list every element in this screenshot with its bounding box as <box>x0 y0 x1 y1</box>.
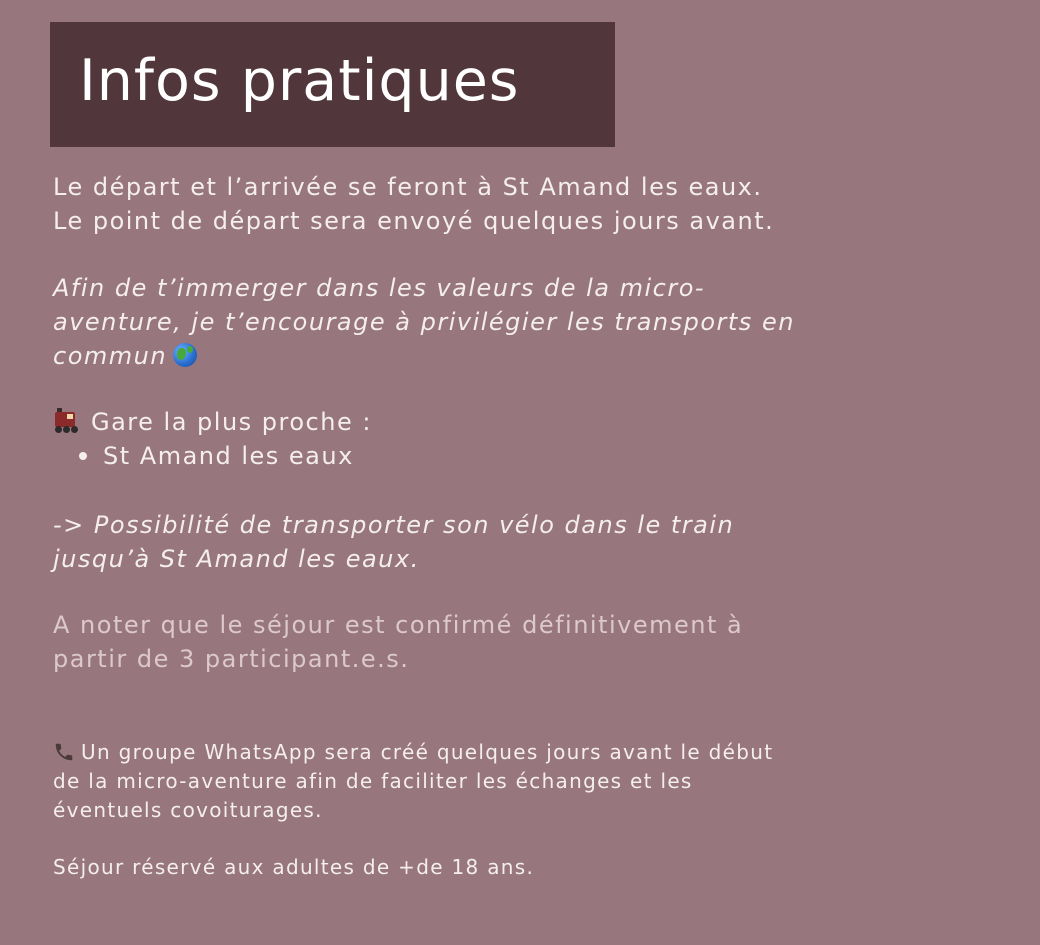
eco-line-1: Afin de t’immerger dans les valeurs de la micro- <box>53 274 706 302</box>
eco-line-3: commun <box>53 342 168 370</box>
phone-icon <box>53 741 75 763</box>
station-heading: Gare la plus proche : <box>91 408 372 436</box>
bike-paragraph <box>53 508 734 576</box>
note-line-1: A noter que le séjour est confirmé définitivement à <box>53 611 744 639</box>
intro-paragraph <box>53 170 774 238</box>
station-heading-row <box>53 405 372 439</box>
nearest-station-section <box>53 405 372 473</box>
bullet-icon <box>79 452 87 460</box>
station-list <box>53 439 372 473</box>
bike-line-2: jusqu’à St Amand les eaux. <box>53 545 420 573</box>
globe-icon <box>173 343 197 367</box>
whatsapp-paragraph <box>53 738 773 825</box>
intro-line-2: Le point de départ sera envoyé quelques jours avant. <box>53 207 775 235</box>
adults-only-note: Séjour réservé aux adultes de +de 18 ans. <box>53 855 535 879</box>
list-item <box>75 439 372 473</box>
eco-transport-paragraph <box>53 271 795 373</box>
bike-line-1: -> Possibilité de transporter son vélo dans le train <box>53 511 735 539</box>
title-banner <box>50 22 615 147</box>
whatsapp-line-1: Un groupe WhatsApp sera créé quelques jours avant le début <box>81 740 774 764</box>
eco-line-2: aventure, je t’encourage à privilégier les transports en <box>53 308 795 336</box>
confirmation-note <box>53 608 743 676</box>
page-title: Infos pratiques <box>79 48 520 114</box>
train-icon <box>53 408 81 434</box>
station-item-label: St Amand les eaux <box>103 442 354 470</box>
whatsapp-line-2: de la micro-aventure afin de faciliter les échanges et les <box>53 769 693 793</box>
intro-line-1: Le départ et l’arrivée se feront à St Amand les eaux. <box>53 173 763 201</box>
note-line-2: partir de 3 participant.e.s. <box>53 645 410 673</box>
whatsapp-line-3: éventuels covoiturages. <box>53 798 323 822</box>
